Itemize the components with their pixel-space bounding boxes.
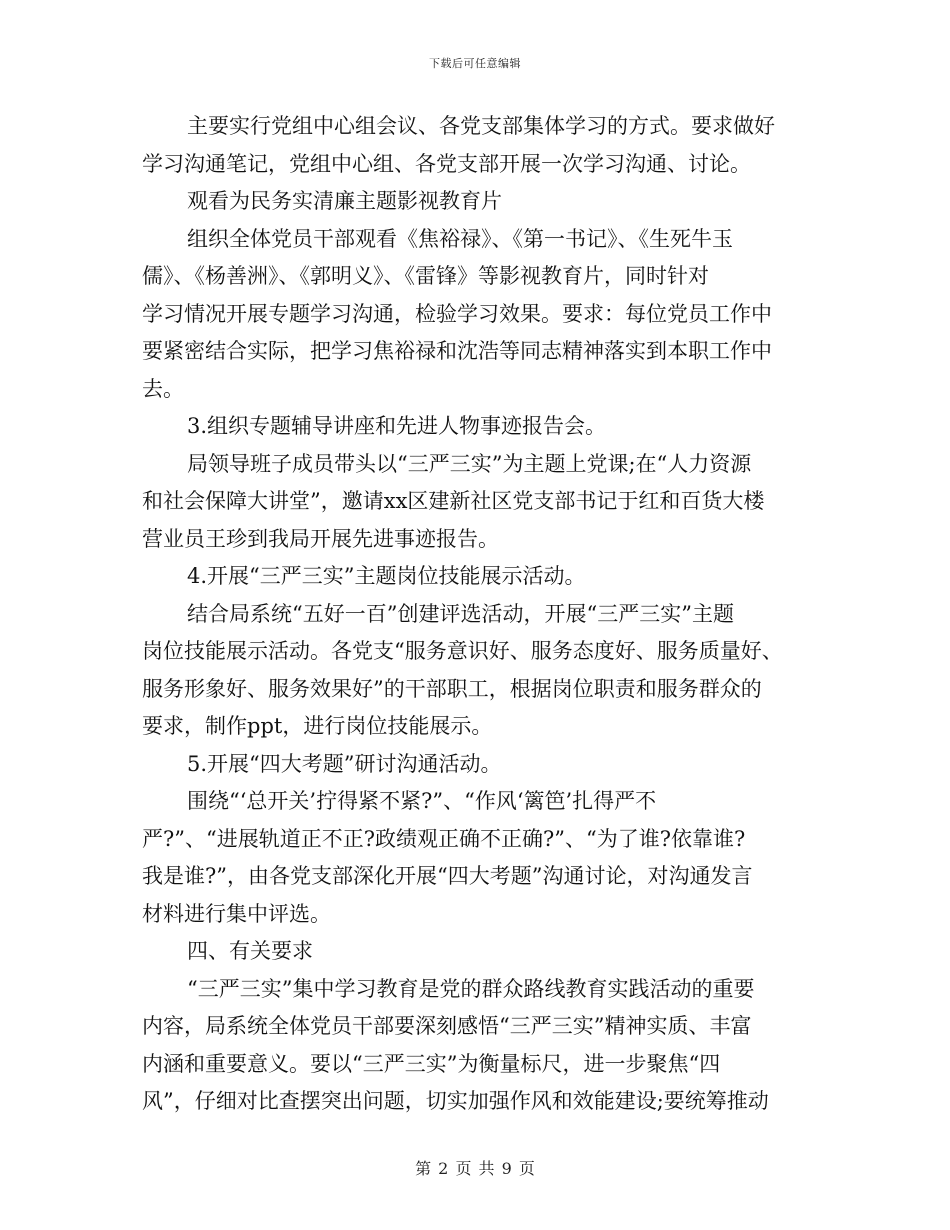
text-line: 要紧密结合实际，把学习焦裕禄和沈浩等同志精神落实到本职工作中 xyxy=(142,339,772,363)
text-line: 严?”、“进展轨道正不正?政绩观正确不正确?”、“为了谁?依靠谁? xyxy=(142,826,746,851)
text-line: 3.组织专题辅导讲座和先进人物事迹报告会。 xyxy=(187,414,607,438)
text-line: 围绕“‘总开关’拧得紧不紧?”、“作风‘篱笆’扎得严不 xyxy=(187,789,657,813)
text-line: 风”，仔细对比查摆突出问题，切实加强作风和效能建设;要统筹推动 xyxy=(142,1089,769,1113)
text-line: 内涵和重要意义。要以“三严三实”为衡量标尺，进一步聚焦“四 xyxy=(142,1051,721,1076)
text-line: 主要实行党组中心组会议、各党支部集体学习的方式。要求做好 xyxy=(187,114,775,138)
text-line: 学习沟通笔记，党组中心组、各党支部开展一次学习沟通、讨论。 xyxy=(142,151,751,176)
text-line: 材料进行集中评选。 xyxy=(142,901,331,926)
text-line: 四、有关要求 xyxy=(187,939,313,963)
page-header: 下载后可任意编辑 xyxy=(429,57,521,70)
text-line: 去。 xyxy=(142,376,184,401)
text-line: 我是谁?”，由各党支部深化开展“四大考题”沟通讨论，对沟通发言 xyxy=(142,864,753,888)
text-line: “三严三实”集中学习教育是党的群众路线教育实践活动的重要 xyxy=(187,976,755,1001)
text-line: 儒》、《杨善洲》、《郭明义》、《雷锋》等影视教育片，同时针对 xyxy=(142,264,709,288)
text-line: 4.开展“三严三实”主题岗位技能展示活动。 xyxy=(187,564,586,588)
text-line: 营业员王珍到我局开展先进事迹报告。 xyxy=(142,526,499,551)
text-line: 组织全体党员干部观看《焦裕禄》、《第一书记》、《生死牛玉 xyxy=(187,226,733,251)
text-line: 岗位技能展示活动。各党支“服务意识好、服务态度好、服务质量好、 xyxy=(142,639,783,663)
text-line: 服务形象好、服务效果好”的干部职工，根据岗位职责和服务群众的 xyxy=(142,676,762,701)
page-footer: 第 2 页 共 9 页 xyxy=(415,1159,535,1178)
text-line: 和社会保障大讲堂”，邀请xx区建新社区党支部书记于红和百货大楼 xyxy=(142,489,765,513)
text-line: 结合局系统“五好一百”创建评选活动，开展“三严三实”主题 xyxy=(187,601,734,626)
text-line: 学习情况开展专题学习沟通，检验学习效果。要求：每位党员工作中 xyxy=(142,301,772,326)
text-line: 5.开展“四大考题”研讨沟通活动。 xyxy=(187,751,502,776)
text-line: 内容，局系统全体党员干部要深刻感悟“三严三实”精神实质、丰富 xyxy=(142,1014,752,1038)
text-line: 局领导班子成员带头以“三严三实”为主题上党课;在“人力资源 xyxy=(187,451,752,476)
text-line: 观看为民务实清廉主题影视教育片 xyxy=(187,189,502,213)
document-body xyxy=(142,108,810,1121)
text-line: 要求，制作ppt，进行岗位技能展示。 xyxy=(142,714,493,738)
